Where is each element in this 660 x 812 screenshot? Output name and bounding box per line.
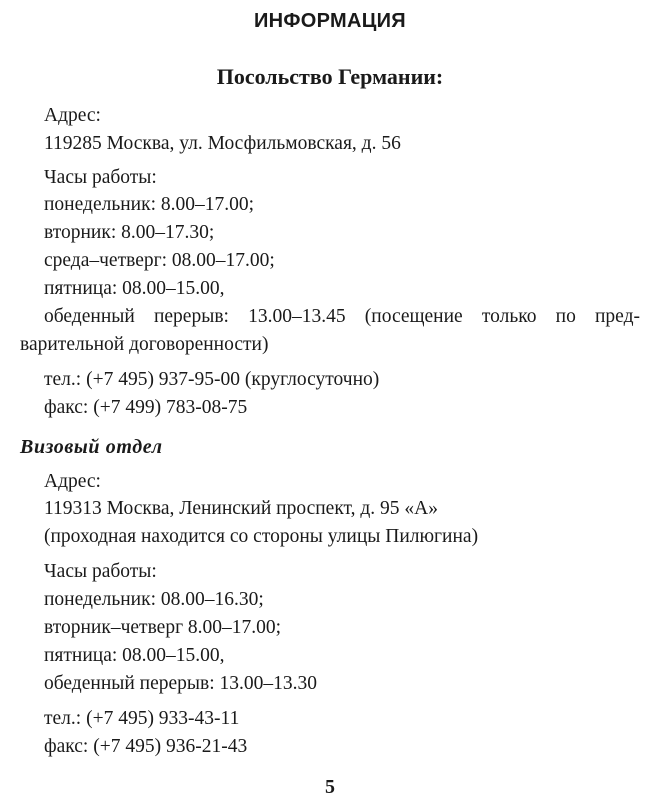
embassy-hours-wed-thu: среда–четверг: 08.00–17.00;	[44, 250, 275, 271]
visa-hours-friday: пятница: 08.00–15.00,	[44, 645, 225, 666]
visa-address-label: Адрес:	[44, 471, 101, 492]
embassy-lunch-line-2: варительной договоренности)	[20, 334, 269, 355]
visa-hours-tue-thu: вторник–четверг 8.00–17.00;	[44, 617, 282, 638]
visa-hours-label: Часы работы:	[44, 561, 157, 582]
embassy-title: Посольство Германии:	[216, 64, 444, 89]
embassy-hours-label: Часы работы:	[44, 167, 157, 188]
visa-address-note: (проходная находится со стороны улицы Пилюгина)	[44, 526, 479, 547]
embassy-hours-monday: понедельник: 8.00–17.00;	[44, 194, 255, 215]
visa-fax: факс: (+7 495) 936-21-43	[44, 736, 248, 757]
visa-phone: тел.: (+7 495) 933-43-11	[44, 708, 240, 729]
embassy-address: 119285 Москва, ул. Мосфильмовская, д. 56	[44, 133, 401, 154]
page-number: 5	[325, 776, 335, 798]
embassy-fax: факс: (+7 499) 783-08-75	[44, 397, 248, 418]
embassy-hours-tuesday: вторник: 8.00–17.30;	[44, 222, 215, 243]
visa-section-title: Визовый отдел	[20, 436, 163, 458]
visa-address: 119313 Москва, Ленинский проспект, д. 95 «А»	[44, 498, 438, 519]
embassy-lunch-line-1: обеденный перерыв: 13.00–13.45 (посещение только по пред-	[44, 306, 640, 327]
visa-hours-monday: понедельник: 08.00–16.30;	[44, 589, 264, 610]
visa-hours-lunch: обеденный перерыв: 13.00–13.30	[44, 673, 318, 694]
embassy-hours-friday: пятница: 08.00–15.00,	[44, 278, 225, 299]
embassy-phone: тел.: (+7 495) 937-95-00 (круглосуточно)	[44, 369, 380, 390]
page-header: ИНФОРМАЦИЯ	[254, 10, 406, 32]
embassy-address-label: Адрес:	[44, 105, 101, 126]
